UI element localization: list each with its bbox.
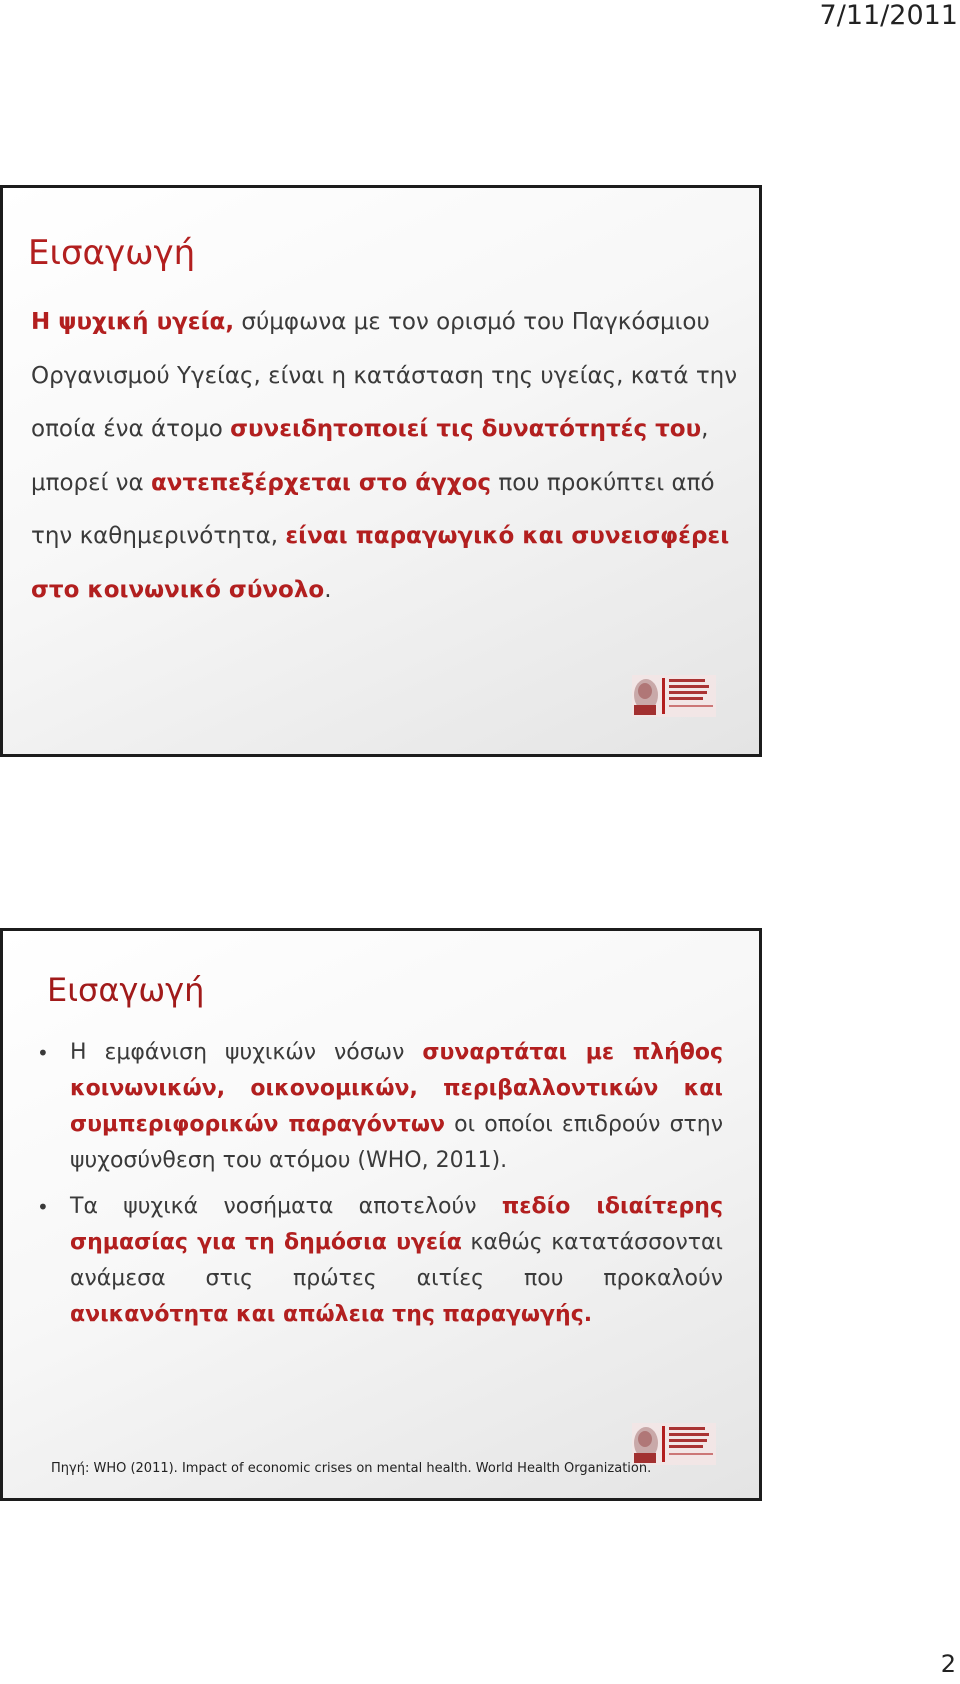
- slide-2-title: Εισαγωγή: [47, 971, 205, 1009]
- highlight-text: συναρτάται με πλήθος κοινωνικών, οικονομικών, περιβαλλοντικών και συμπεριφορικών παραγόντων: [70, 1040, 724, 1137]
- source-citation: Πηγή: WHO (2011). Impact of economic crises on mental health. World Health Organization.: [51, 1461, 652, 1476]
- bullet-icon: •: [37, 1041, 49, 1065]
- body-text: σύμφωνα με τον ορισμό του Παγκόσμιου Οργανισμού Υγείας, είναι η κατάσταση της υγείας, κατά την οποία ένα άτομο: [31, 309, 738, 442]
- highlight-text: ανικανότητα και απώλεια της παραγωγής.: [70, 1302, 593, 1327]
- slide-2: [0, 928, 762, 1501]
- highlight-text: είναι παραγωγικό και συνεισφέρει στο κοινωνικό σύνολο: [31, 523, 730, 603]
- body-text: , μπορεί να: [31, 416, 709, 496]
- institution-logo-icon: [632, 675, 716, 717]
- body-text: Η εμφάνιση ψυχικών νόσων: [70, 1040, 423, 1065]
- page-number: 2: [940, 1650, 956, 1678]
- body-text: .: [324, 576, 332, 603]
- highlight-text: συνειδητοποιεί τις δυνατότητές του: [230, 416, 702, 442]
- highlight-text: πεδίο ιδιαίτερης σημασίας για τη δημόσια υγεία: [70, 1194, 724, 1255]
- slide-1-body: [31, 296, 751, 617]
- list-item: [33, 1035, 723, 1179]
- bullet-list: [33, 1035, 723, 1343]
- body-text: καθώς κατατάσσονται ανάμεσα στις πρώτες αιτίες που προκαλούν: [70, 1230, 723, 1291]
- body-text: οι οποίοι επιδρούν στην ψυχοσύνθεση του ατόμου (WHO, 2011).: [70, 1112, 724, 1173]
- highlight-text: Η ψυχική υγεία,: [31, 309, 235, 335]
- bullet-icon: •: [37, 1195, 49, 1219]
- body-text: Τα ψυχικά νοσήματα αποτελούν: [70, 1194, 502, 1219]
- body-text: που προκύπτει από την καθημερινότητα,: [31, 469, 715, 549]
- slide-1: [0, 185, 762, 757]
- institution-logo-icon: [632, 1423, 716, 1465]
- slide-1-title: Εισαγωγή: [28, 233, 196, 273]
- list-item: [33, 1189, 723, 1333]
- highlight-text: αντεπεξέρχεται στο άγχος: [151, 469, 492, 496]
- page-date: 7/11/2011: [819, 0, 958, 31]
